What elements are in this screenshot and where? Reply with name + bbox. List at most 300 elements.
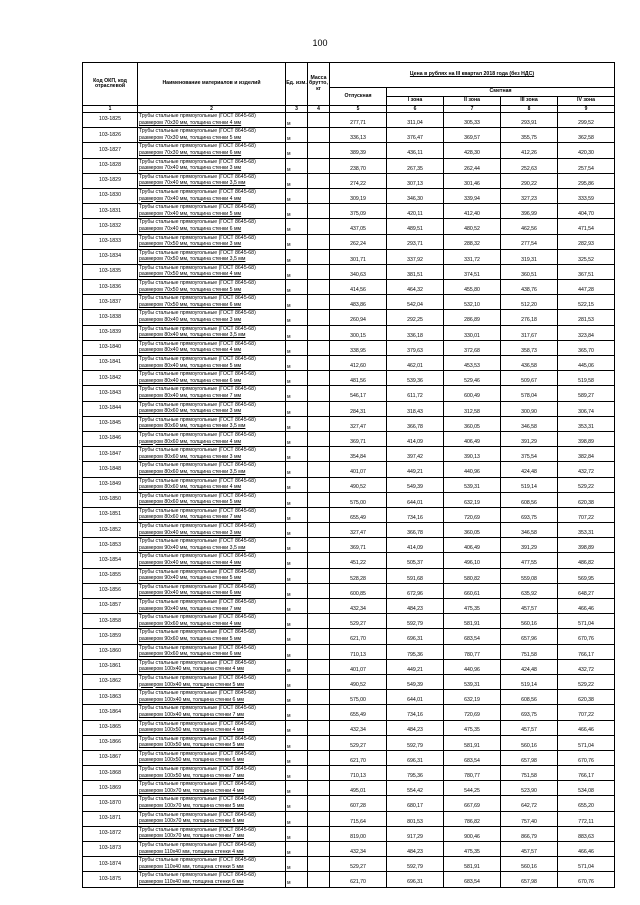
price-cell: 290,22 — [501, 173, 558, 188]
price-cell: 339,94 — [444, 188, 501, 203]
item-name-line1: Трубы стальные прямоугольные (ГОСТ 8645-68) — [139, 842, 256, 848]
table-row — [83, 553, 615, 568]
item-mass — [308, 431, 330, 446]
item-name-line2: размером 110x40 мм, толщина стенки 4 мм — [139, 848, 244, 855]
price-cell: 424,48 — [501, 659, 558, 674]
price-cell: 481,56 — [330, 371, 387, 386]
item-code: 103-1858 — [83, 614, 138, 629]
item-name — [138, 386, 286, 401]
item-name — [138, 857, 286, 872]
table-row — [83, 507, 615, 522]
price-cell: 693,75 — [501, 507, 558, 522]
item-name — [138, 128, 286, 143]
item-name — [138, 416, 286, 431]
item-unit: м — [286, 523, 308, 538]
price-cell: 591,68 — [387, 568, 444, 583]
price-cell: 592,79 — [387, 735, 444, 750]
item-unit: м — [286, 143, 308, 158]
item-code: 103-1867 — [83, 750, 138, 765]
item-name — [138, 356, 286, 371]
price-cell: 325,52 — [558, 249, 615, 264]
item-name-line2: размером 80x60 мм, толщина стенки 3 мм — [139, 408, 242, 415]
price-cell: 680,17 — [387, 796, 444, 811]
item-mass — [308, 447, 330, 462]
price-cell: 412,60 — [330, 356, 387, 371]
item-code: 103-1844 — [83, 401, 138, 416]
price-cell: 819,00 — [330, 826, 387, 841]
item-name-line1: Трубы стальные прямоугольные (ГОСТ 8645-68) — [139, 659, 256, 666]
price-cell: 369,71 — [330, 538, 387, 553]
price-cell: 571,04 — [558, 735, 615, 750]
price-cell: 660,61 — [444, 583, 501, 598]
item-name — [138, 340, 286, 355]
item-name-line1: Трубы стальные прямоугольные (ГОСТ 8645-68) — [139, 113, 256, 119]
item-name-line2: размером 100x40 мм, толщина стенки 5 мм — [139, 681, 244, 688]
price-cell: 432,72 — [558, 659, 615, 674]
item-name — [138, 234, 286, 249]
item-name-line1: Трубы стальные прямоугольные (ГОСТ 8645-68) — [139, 690, 256, 697]
item-name — [138, 796, 286, 811]
item-code: 103-1871 — [83, 811, 138, 826]
price-cell: 475,35 — [444, 599, 501, 614]
item-name-line1: Трубы стальные прямоугольные (ГОСТ 8645-68) — [139, 310, 256, 317]
item-code: 103-1872 — [83, 826, 138, 841]
item-unit: м — [286, 113, 308, 128]
price-cell: 477,55 — [501, 553, 558, 568]
item-name-line2: размером 90x40 мм, толщина стенки 6 мм — [139, 590, 242, 597]
header-zone4: IV зона — [558, 97, 615, 106]
item-name-line2: размером 80x40 мм, толщина стенки 5 мм — [139, 362, 242, 369]
item-unit: м — [286, 249, 308, 264]
price-cell: 375,54 — [501, 447, 558, 462]
item-name — [138, 842, 286, 857]
page-number: 100 — [312, 38, 328, 48]
item-code: 103-1839 — [83, 325, 138, 340]
price-cell: 581,91 — [444, 857, 501, 872]
price-cell: 432,34 — [330, 842, 387, 857]
table-row — [83, 568, 615, 583]
item-unit: м — [286, 219, 308, 234]
price-cell: 539,31 — [444, 674, 501, 689]
price-cell: 480,52 — [444, 219, 501, 234]
price-cell: 657,98 — [501, 750, 558, 765]
item-code: 103-1870 — [83, 796, 138, 811]
table-row — [83, 340, 615, 355]
table-row — [83, 447, 615, 462]
price-cell: 795,36 — [387, 644, 444, 659]
price-cell: 529,22 — [558, 477, 615, 492]
item-name — [138, 431, 286, 446]
price-cell: 710,13 — [330, 644, 387, 659]
item-code: 103-1855 — [83, 568, 138, 583]
price-cell: 523,90 — [501, 781, 558, 796]
price-cell: 486,82 — [558, 553, 615, 568]
item-name — [138, 173, 286, 188]
item-unit: м — [286, 386, 308, 401]
price-cell: 655,49 — [330, 507, 387, 522]
item-code: 103-1838 — [83, 310, 138, 325]
item-mass — [308, 477, 330, 492]
price-cell: 331,72 — [444, 249, 501, 264]
price-cell: 670,76 — [558, 629, 615, 644]
price-cell: 401,07 — [330, 462, 387, 477]
price-cell: 301,46 — [444, 173, 501, 188]
item-name-line2: размером 70x30 мм, толщина стенки 6 мм — [139, 149, 242, 156]
item-name — [138, 766, 286, 781]
item-unit: м — [286, 340, 308, 355]
price-cell: 396,99 — [501, 204, 558, 219]
item-unit: м — [286, 204, 308, 219]
price-cell: 696,31 — [387, 629, 444, 644]
item-name-line2: размером 100x50 мм, толщина стенки 4 мм — [139, 727, 244, 734]
price-cell: 437,05 — [330, 219, 387, 234]
table-row — [83, 234, 615, 249]
price-cell: 369,57 — [444, 128, 501, 143]
price-cell: 267,35 — [387, 158, 444, 173]
item-unit: м — [286, 553, 308, 568]
item-unit: м — [286, 401, 308, 416]
item-unit: м — [286, 431, 308, 446]
item-name-line2: размером 80x40 мм, толщина стенки 3 мм — [139, 317, 242, 324]
item-name-line2: размером 80x60 мм, толщина стенки 4 мм — [139, 484, 242, 491]
item-code: 103-1825 — [83, 113, 138, 128]
item-unit: м — [286, 295, 308, 310]
price-cell: 683,54 — [444, 629, 501, 644]
price-cell: 451,22 — [330, 553, 387, 568]
price-cell: 539,31 — [444, 477, 501, 492]
price-cell: 436,11 — [387, 143, 444, 158]
price-cell: 696,31 — [387, 750, 444, 765]
item-name-line1: Трубы стальные прямоугольные (ГОСТ 8645-68) — [139, 431, 256, 438]
price-cell: 309,19 — [330, 188, 387, 203]
item-code: 103-1846 — [83, 431, 138, 446]
item-name-line2: размером 80x40 мм, толщина стенки 3,5 мм — [139, 332, 246, 339]
item-code: 103-1826 — [83, 128, 138, 143]
col-number: 4 — [308, 106, 330, 113]
price-cell: 374,51 — [444, 264, 501, 279]
item-name-line1: Трубы стальные прямоугольные (ГОСТ 8645-68) — [139, 553, 256, 560]
price-cell: 672,96 — [387, 583, 444, 598]
price-cell: 346,58 — [501, 523, 558, 538]
item-mass — [308, 842, 330, 857]
item-unit: м — [286, 371, 308, 386]
price-cell: 542,04 — [387, 295, 444, 310]
item-mass — [308, 857, 330, 872]
price-cell: 569,95 — [558, 568, 615, 583]
item-unit: м — [286, 447, 308, 462]
item-code: 103-1853 — [83, 538, 138, 553]
price-cell: 420,30 — [558, 143, 615, 158]
item-unit: м — [286, 128, 308, 143]
price-cell: 440,96 — [444, 462, 501, 477]
table-row — [83, 750, 615, 765]
table-row — [83, 416, 615, 431]
item-name-line2: размером 90x40 мм, толщина стенки 4 мм — [139, 560, 242, 567]
item-unit: м — [286, 234, 308, 249]
price-cell: 366,78 — [387, 523, 444, 538]
item-name — [138, 264, 286, 279]
item-name-line2: размером 100x50 мм, толщина стенки 7 мм — [139, 772, 244, 779]
price-cell: 734,16 — [387, 705, 444, 720]
table-row — [83, 659, 615, 674]
item-unit: м — [286, 629, 308, 644]
price-cell: 581,91 — [444, 735, 501, 750]
item-mass — [308, 462, 330, 477]
item-name-line1: Трубы стальные прямоугольные (ГОСТ 8645-68) — [139, 356, 256, 362]
price-cell: 260,94 — [330, 310, 387, 325]
price-cell: 644,01 — [387, 492, 444, 507]
price-cell: 632,19 — [444, 492, 501, 507]
item-code: 103-1830 — [83, 188, 138, 203]
price-cell: 505,37 — [387, 553, 444, 568]
item-mass — [308, 340, 330, 355]
item-name — [138, 295, 286, 310]
item-unit: м — [286, 811, 308, 826]
price-cell: 529,27 — [330, 857, 387, 872]
price-cell: 414,09 — [387, 431, 444, 446]
item-unit: м — [286, 826, 308, 841]
item-name — [138, 249, 286, 264]
item-name — [138, 113, 286, 128]
item-name — [138, 599, 286, 614]
item-name — [138, 705, 286, 720]
price-cell: 379,63 — [387, 340, 444, 355]
item-name-line1: Трубы стальные прямоугольные (ГОСТ 8645-68) — [139, 674, 256, 681]
item-name-line2: размером 100x70 мм, толщина стенки 4 мм — [139, 787, 244, 794]
price-cell: 238,70 — [330, 158, 387, 173]
price-cell: 292,25 — [387, 310, 444, 325]
item-code: 103-1874 — [83, 857, 138, 872]
item-name — [138, 492, 286, 507]
item-name-line1: Трубы стальные прямоугольные (ГОСТ 8645-68) — [139, 128, 256, 135]
item-mass — [308, 674, 330, 689]
price-cell: 340,63 — [330, 264, 387, 279]
item-mass — [308, 644, 330, 659]
item-unit: м — [286, 507, 308, 522]
item-name-line1: Трубы стальные прямоугольные (ГОСТ 8645-68) — [139, 568, 256, 575]
price-cell: 621,70 — [330, 872, 387, 887]
item-name-line1: Трубы стальные прямоугольные (ГОСТ 8645-68) — [139, 538, 256, 545]
item-mass — [308, 599, 330, 614]
price-cell: 581,91 — [444, 614, 501, 629]
table-row — [83, 857, 615, 872]
item-name-line1: Трубы стальные прямоугольные (ГОСТ 8645-68) — [139, 249, 256, 256]
price-cell: 445,06 — [558, 356, 615, 371]
item-unit: м — [286, 462, 308, 477]
price-cell: 432,34 — [330, 599, 387, 614]
item-name-line1: Трубы стальные прямоугольные (ГОСТ 8645-68) — [139, 614, 256, 621]
price-cell: 282,93 — [558, 234, 615, 249]
item-code: 103-1828 — [83, 158, 138, 173]
item-unit: м — [286, 173, 308, 188]
price-cell: 428,30 — [444, 143, 501, 158]
price-cell: 462,01 — [387, 356, 444, 371]
item-code: 103-1866 — [83, 735, 138, 750]
table-row — [83, 219, 615, 234]
price-cell: 519,58 — [558, 371, 615, 386]
table-row — [83, 583, 615, 598]
item-name — [138, 462, 286, 477]
item-name-line1: Трубы стальные прямоугольные (ГОСТ 8645-68) — [139, 204, 256, 211]
price-cell: 683,54 — [444, 872, 501, 887]
price-cell: 306,74 — [558, 401, 615, 416]
item-name — [138, 158, 286, 173]
item-name-line1: Трубы стальные прямоугольные (ГОСТ 8645-68) — [139, 219, 256, 226]
item-mass — [308, 720, 330, 735]
col-number: 1 — [83, 106, 138, 113]
table-row — [83, 766, 615, 781]
item-name-line1: Трубы стальные прямоугольные (ГОСТ 8645-68) — [139, 143, 256, 150]
price-cell: 312,58 — [444, 401, 501, 416]
item-unit: м — [286, 705, 308, 720]
item-code: 103-1863 — [83, 690, 138, 705]
item-name — [138, 310, 286, 325]
item-name-line1: Трубы стальные прямоугольные (ГОСТ 8645-68) — [139, 599, 256, 605]
price-cell: 560,16 — [501, 735, 558, 750]
item-mass — [308, 811, 330, 826]
table-row — [83, 629, 615, 644]
col-number: 5 — [330, 106, 387, 113]
table-row — [83, 720, 615, 735]
item-name — [138, 447, 286, 462]
item-unit: м — [286, 325, 308, 340]
item-name — [138, 538, 286, 553]
price-cell: 447,28 — [558, 280, 615, 295]
item-code: 103-1875 — [83, 872, 138, 887]
item-mass — [308, 325, 330, 340]
header-price: Цена в рублях на III квартал 2018 года (без НДС) — [330, 63, 615, 88]
price-cell: 883,63 — [558, 826, 615, 841]
item-mass — [308, 796, 330, 811]
item-name-line2: размером 80x60 мм, толщина стенки 5 мм — [139, 499, 242, 506]
price-cell: 336,18 — [387, 325, 444, 340]
price-cell: 866,79 — [501, 826, 558, 841]
price-cell: 436,58 — [501, 356, 558, 371]
item-name-line2: размером 100x40 мм, толщина стенки 4 мм — [139, 666, 244, 673]
price-cell: 327,47 — [330, 416, 387, 431]
price-cell: 420,11 — [387, 204, 444, 219]
item-name-line1: Трубы стальные прямоугольные (ГОСТ 8645-68) — [139, 766, 256, 773]
price-cell: 330,01 — [444, 325, 501, 340]
price-cell: 277,71 — [330, 113, 387, 128]
price-cell: 589,27 — [558, 386, 615, 401]
item-mass — [308, 492, 330, 507]
item-mass — [308, 249, 330, 264]
item-unit: м — [286, 674, 308, 689]
price-cell: 642,72 — [501, 796, 558, 811]
price-cell: 644,01 — [387, 690, 444, 705]
item-name-line2: размером 100x50 мм, толщина стенки 5 мм — [139, 742, 244, 749]
item-name-line2: размером 100x50 мм, толщина стенки 6 мм — [139, 757, 244, 764]
price-cell: 390,13 — [444, 447, 501, 462]
item-code: 103-1873 — [83, 842, 138, 857]
price-cell: 539,36 — [387, 371, 444, 386]
price-cell: 305,33 — [444, 113, 501, 128]
price-cell: 917,29 — [387, 826, 444, 841]
item-mass — [308, 750, 330, 765]
item-unit: м — [286, 857, 308, 872]
item-mass — [308, 766, 330, 781]
item-code: 103-1843 — [83, 386, 138, 401]
price-cell: 592,79 — [387, 614, 444, 629]
price-cell: 512,20 — [501, 295, 558, 310]
item-name — [138, 583, 286, 598]
item-name-line1: Трубы стальные прямоугольные (ГОСТ 8645-68) — [139, 720, 256, 727]
price-cell: 432,34 — [330, 720, 387, 735]
item-unit: м — [286, 842, 308, 857]
price-cell: 457,57 — [501, 720, 558, 735]
price-cell: 449,21 — [387, 462, 444, 477]
price-cell: 490,52 — [330, 674, 387, 689]
item-mass — [308, 295, 330, 310]
price-cell: 453,53 — [444, 356, 501, 371]
price-cell: 900,46 — [444, 826, 501, 841]
item-name-line2: размером 80x40 мм, толщина стенки 6 мм — [139, 377, 242, 384]
price-cell: 360,05 — [444, 416, 501, 431]
item-name-line2: размером 70x50 мм, толщина стенки 6 мм — [139, 301, 242, 308]
price-cell: 720,69 — [444, 507, 501, 522]
col-number: 6 — [387, 106, 444, 113]
item-name-line2: размером 110x40 мм, толщина стенки 5 мм — [139, 863, 244, 870]
item-mass — [308, 173, 330, 188]
price-cell: 534,08 — [558, 781, 615, 796]
price-cell: 367,51 — [558, 264, 615, 279]
item-name-line2: размером 80x40 мм, толщина стенки 7 мм — [139, 392, 242, 399]
price-cell: 772,11 — [558, 811, 615, 826]
price-table — [82, 62, 615, 888]
price-cell: 337,92 — [387, 249, 444, 264]
price-cell: 300,15 — [330, 325, 387, 340]
item-unit: м — [286, 188, 308, 203]
price-cell: 311,04 — [387, 113, 444, 128]
item-unit: м — [286, 310, 308, 325]
table-row — [83, 674, 615, 689]
price-cell: 317,67 — [501, 325, 558, 340]
header-column-numbers — [83, 106, 615, 113]
item-code: 103-1827 — [83, 143, 138, 158]
table-row — [83, 644, 615, 659]
col-number: 2 — [138, 106, 286, 113]
price-cell: 801,53 — [387, 811, 444, 826]
col-number: 8 — [501, 106, 558, 113]
price-cell: 323,84 — [558, 325, 615, 340]
price-cell: 600,49 — [444, 386, 501, 401]
table-row — [83, 204, 615, 219]
item-code: 103-1865 — [83, 720, 138, 735]
price-cell: 406,49 — [444, 538, 501, 553]
price-cell: 355,75 — [501, 128, 558, 143]
price-cell: 354,84 — [330, 447, 387, 462]
item-name-line2: размером 70x50 мм, толщина стенки 3,5 мм — [139, 256, 246, 263]
price-cell: 578,04 — [501, 386, 558, 401]
item-name-line1: Трубы стальные прямоугольные (ГОСТ 8645-68) — [139, 644, 256, 651]
item-mass — [308, 690, 330, 705]
item-mass — [308, 234, 330, 249]
price-cell: 757,40 — [501, 811, 558, 826]
item-mass — [308, 735, 330, 750]
price-cell: 281,53 — [558, 310, 615, 325]
price-cell: 319,31 — [501, 249, 558, 264]
item-mass — [308, 553, 330, 568]
price-cell: 372,68 — [444, 340, 501, 355]
item-unit: м — [286, 720, 308, 735]
item-name-line2: размером 70x40 мм, толщина стенки 3,5 мм — [139, 180, 246, 187]
header-unit: Ед. изм. — [286, 63, 308, 106]
price-cell: 365,70 — [558, 340, 615, 355]
table-row — [83, 705, 615, 720]
item-name — [138, 568, 286, 583]
item-mass — [308, 507, 330, 522]
